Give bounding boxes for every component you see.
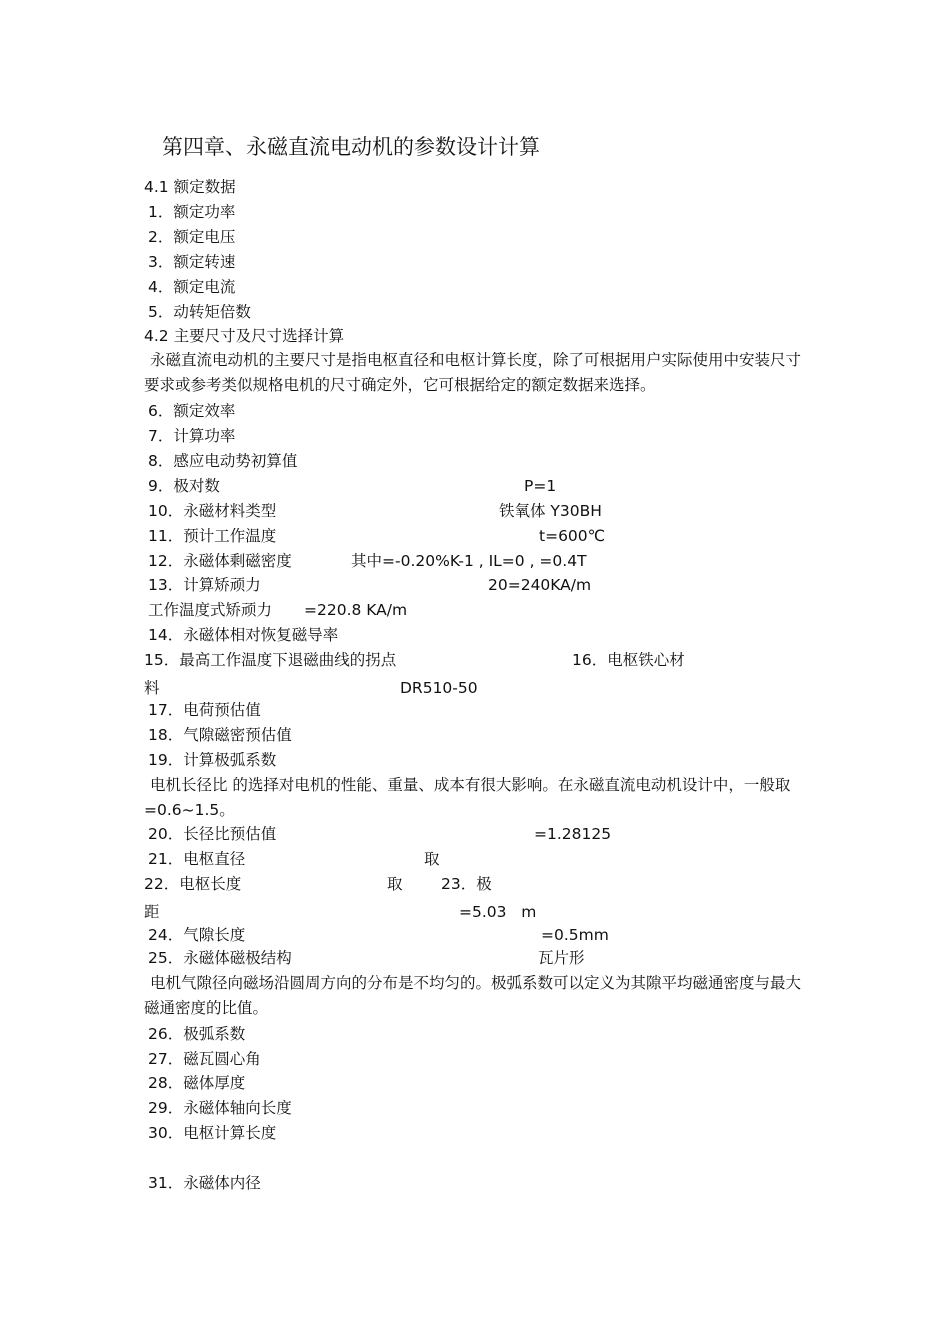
list-item: 7．计算功率 [148, 427, 236, 445]
section-4-2-heading: 4.2 主要尺寸及尺寸选择计算 [144, 327, 345, 345]
item-21-label: 21．电枢直径 [148, 850, 246, 868]
item-25-label: 25．永磁体磁极结构 [148, 949, 292, 967]
list-item: 17．电荷预估值 [148, 701, 261, 719]
item-12-label: 12．永磁体剩磁密度 [148, 552, 292, 570]
item-21-value: 取 [424, 850, 440, 868]
item-20-value: =1.28125 [534, 825, 612, 843]
item-10-value: 铁氧体 Y30BH [499, 502, 602, 520]
item-9-label: 9．极对数 [148, 477, 220, 495]
list-item: 4．额定电流 [148, 278, 236, 296]
list-item: 5．动转矩倍数 [148, 303, 251, 321]
item-16-start: 16．电枢铁心材 [572, 651, 685, 669]
list-item: 1．额定功率 [148, 203, 236, 221]
paragraph-main-dimensions: 永磁直流电动机的主要尺寸是指电枢直径和电枢计算长度，除了可根据用户实际使用中安装尺寸要求或参考类似规格电机的尺寸确定外，它可根据给定的额定数据来选择。 [144, 351, 802, 394]
item-24-label: 24．气隙长度 [148, 926, 246, 944]
list-item: 27．磁瓦圆心角 [148, 1050, 261, 1068]
item-22-value: 取 [387, 875, 403, 893]
list-item: 31．永磁体内径 [148, 1174, 261, 1192]
list-item: 30．电枢计算长度 [148, 1124, 277, 1142]
list-item: 6．额定效率 [148, 402, 236, 420]
paragraph-aspect-ratio: 电机长径比 的选择对电机的性能、重量、成本有很大影响。在永磁直流电动机设计中，一般取 =0.6~1.5。 [144, 776, 791, 819]
item-22-label: 22．电枢长度 [144, 875, 242, 893]
item-10-label: 10．永磁材料类型 [148, 502, 277, 520]
item-16-value: DR510-50 [400, 679, 478, 697]
list-item: 26．极弧系数 [148, 1025, 246, 1043]
item-13-label: 13．计算矫顽力 [148, 576, 261, 594]
item-16-label: 料 [144, 679, 160, 697]
list-item: 3．额定转速 [148, 253, 236, 271]
item-11-label: 11．预计工作温度 [148, 527, 277, 545]
list-item: 19．计算极弧系数 [148, 751, 277, 769]
list-item: 28．磁体厚度 [148, 1074, 246, 1092]
list-item: 29．永磁体轴向长度 [148, 1099, 292, 1117]
item-13-value: 20=240KA/m [488, 576, 592, 594]
item-24-value: =0.5mm [541, 926, 609, 944]
item-13b-value: =220.8 KA/m [304, 601, 408, 619]
item-23-start: 23．极 [441, 875, 492, 893]
item-11-value: t=600℃ [539, 527, 606, 545]
item-15-label: 15．最高工作温度下退磁曲线的拐点 [144, 651, 397, 669]
section-4-1-heading: 4.1 额定数据 [144, 178, 236, 196]
item-25-value: 瓦片形 [538, 949, 585, 967]
paragraph-pole-arc: 电机气隙径向磁场沿圆周方向的分布是不均匀的。极弧系数可以定义为其隙平均磁通密度与最大磁通密度的比值。 [144, 974, 802, 1017]
list-item: 8．感应电动势初算值 [148, 452, 298, 470]
item-20-label: 20．长径比预估值 [148, 825, 277, 843]
item-23-value: =5.03 m [459, 903, 537, 921]
list-item: 2．额定电压 [148, 228, 236, 246]
item-12-value: 其中=-0.20%K-1 , IL=0 , =0.4T [351, 552, 587, 570]
item-23-label: 距 [144, 903, 160, 921]
list-item: 14．永磁体相对恢复磁导率 [148, 626, 339, 644]
item-9-value: P=1 [524, 477, 557, 495]
list-item: 18．气隙磁密预估值 [148, 726, 292, 744]
chapter-title: 第四章、永磁直流电动机的参数设计计算 [162, 135, 540, 159]
item-13b-label: 工作温度式矫顽力 [148, 601, 273, 619]
